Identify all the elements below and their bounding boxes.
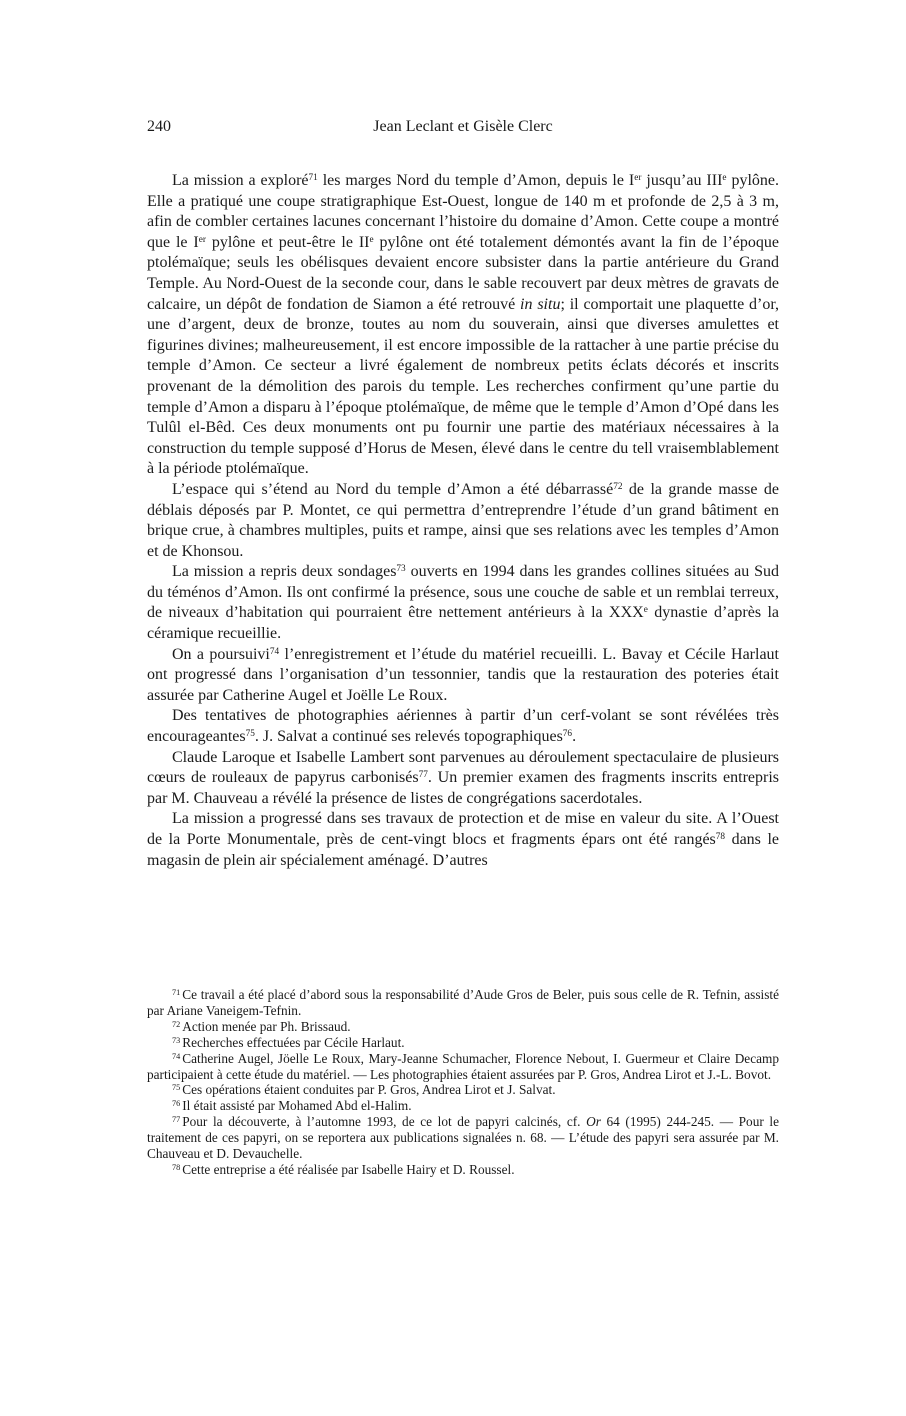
footnote: $^{77}$ Pour la découverte, à l’automne 1993, de ce lot de papyri calcinés, cf. Or 64 (1995) 244-245. — Pour le traitement de ces papyri, on se reportera aux publications signalées n. 68. — L’étude des papyri sera assurée par M. Chauveau et D. Devauchelle. [147,1114,779,1162]
footnote-ref: e [722,172,727,183]
page-number: 240 [147,118,171,135]
paragraph: La mission a repris deux sondages$^{73}$ ouverts en 1994 dans les grandes collines situées au Sud du téménos d’Amon. Ils ont confirmé la présence, sous une couche de sable et un remblai terreux, de niveaux d’habitation qui pourraient être nettement antérieurs à la XXXe dynastie d’après la céramique recueillie. [147,563,780,643]
footnote-ref: 73 [396,564,406,575]
paragraph: La mission a exploré$^{71}$ les marges Nord du temple d’Amon, depuis le Ier jusqu’au IIIe pylône. Elle a pratiqué une coupe stratigraphique Est-Ouest, longue de 140 m et profonde de 2,5 à 3 m, afin de combler certaines lacunes concernant l’histoire du domaine d’Amon. Cette coupe a montré que le Ier pylône et peut-être le IIe pylône ont été totalement démontés avant la fin de l’époque ptolémaïque; seuls les obélisques devaient encore subsister dans la partie antérieure du Grand Temple. Au Nord-Ouest de la seconde cour, dans le sable recouvert par deux mètres de gravats de calcaire, un dépôt de fondation de Siamon a été retrouvé in situ; il comportait une plaquette d’or, une d’argent, deux de bronze, toutes au nom du souverain, ainsi que diverses amulettes et figurines divines; malheureusement, il est encore impossible de la rattacher à une partie précise du temple d’Amon. Ce secteur a livré également de nombreux petits éclats décorés et inscrits provenant de la démolition des parois du temple. Les recherches confirment qu’une partie du temple d’Amon a disparu à l’époque ptolémaïque, de même que le temple d’Amon d’Opé dans les Tulûl el-Bêd. Ces deux monuments ont pu fournir une partie des matériaux nécessaires à la construction du temple supposé d’Horus de Mesen, élevé dans le centre du tell vraisemblablement à la période ptolémaïque. [147,172,780,478]
paragraph: L’espace qui s’étend au Nord du temple d’Amon a été débarrassé$^{72}$ de la grande masse de déblais déposés par P. Montet, ce qui permettra d’entreprendre l’étude d’un grand bâtiment en brique crue, à chambres multiples, puits et rampe, ainsi que ses relations avec les temples d’Amon et de Khonsou. [147,480,780,560]
footnote-ref: 72 [613,481,623,492]
footnote-number: 77 [172,1115,181,1125]
footnote-ref: er [634,172,642,183]
footnote-number: 75 [172,1083,181,1093]
footnote-ref: 78 [715,831,726,842]
running-title: Jean Leclant et Gisèle Clerc [373,118,553,135]
footnote-ref: 75 [245,728,255,739]
body-text [147,171,779,871]
footnote-ref: 76 [562,728,573,739]
footnote-number: 72 [172,1019,181,1029]
footnote: $^{72}$ Action menée par Ph. Brissaud. [172,1018,351,1034]
footnote-number: 71 [172,987,181,997]
footnote: $^{73}$ Recherches effectuées par Cécile Harlaut. [172,1034,405,1050]
page-header [147,118,779,140]
paragraph: On a poursuivi$^{74}$ l’enregistrement et l’étude du matériel recueilli. L. Bavay et Cécile Harlaut ont progressé dans l’organisation d’un tessonnier, tandis que la restauration des poteries était assurée par Catherine Augel et Joëlle Le Roux. [147,645,779,704]
footnote-ref: e [643,605,648,616]
footnote: $^{71}$ Ce travail a été placé d’abord sous la responsabilité d’Aude Gros de Beler, puis sous celle de R. Tefnin, assisté par Ariane Vaneigem-Tefnin. [147,987,779,1018]
footnote-ref: 71 [308,172,318,183]
paragraph: Des tentatives de photographies aériennes à partir d’un cerf-volant se sont révélées très encourageantes$^{75}$. J. Salvat a continué ses relevés topographiques$^{76}$. [147,707,779,746]
footnote: $^{75}$ Ces opérations étaient conduites par P. Gros, Andrea Lirot et J. Salvat. [172,1082,556,1098]
footnote-ref: 77 [418,770,428,781]
footnote: $^{76}$ Il était assisté par Mohamed Abd el-Halim. [172,1098,412,1114]
italic-text: Or [586,1114,601,1130]
footnote-number: 76 [172,1099,181,1109]
footnote-number: 74 [172,1051,181,1061]
footnote-number: 78 [172,1162,181,1172]
paragraph: La mission a progressé dans ses travaux de protection et de mise en valeur du site. A l’Ouest de la Porte Monumentale, près de cent-vingt blocs et fragments épars ont été rangés$^{78}$ dans le magasin de plein air spécialement aménagé. D’autres [147,810,779,869]
footnote-ref: 74 [269,646,280,657]
paragraph: Claude Laroque et Isabelle Lambert sont parvenues au déroulement spectaculaire de plusieurs cœurs de rouleaux de papyrus carbonisés$^{77}$. Un premier examen des fragments inscrits entrepris par M. Chauveau a révélé la présence de listes de congrégations sacerdotales. [147,748,779,807]
footnote-ref: er [198,234,206,245]
footnote-number: 73 [172,1035,181,1045]
footnote: $^{78}$ Cette entreprise a été réalisée par Isabelle Hairy et D. Roussel. [172,1161,515,1177]
italic-text: in situ [520,295,561,313]
footnotes [147,987,779,1178]
footnote: $^{74}$ Catherine Augel, Jöelle Le Roux, Mary-Jeanne Schumacher, Florence Nebout, I. Guermeur et Claire Decamp participaient à cette étude du matériel. — Les photographies étaient assurées par P. Gros, Andrea Lirot et J.-L. Bovot. [147,1050,779,1082]
footnote-ref: e [369,234,374,245]
